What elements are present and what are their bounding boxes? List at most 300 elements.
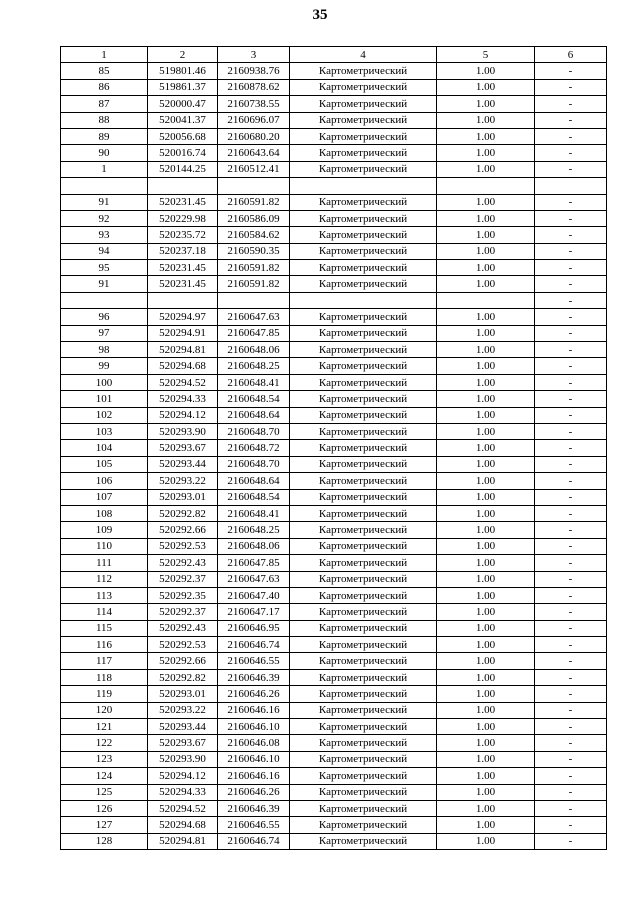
x-coordinate-cell: 520294.33	[148, 391, 218, 407]
method-cell: Картометрический	[290, 276, 437, 292]
method-cell: Картометрический	[290, 161, 437, 177]
note-cell: -	[535, 194, 607, 210]
note-cell: -	[535, 325, 607, 341]
method-cell	[290, 178, 437, 194]
accuracy-cell: 1.00	[437, 96, 535, 112]
accuracy-cell: 1.00	[437, 702, 535, 718]
method-cell: Картометрический	[290, 489, 437, 505]
accuracy-cell: 1.00	[437, 669, 535, 685]
table-row	[61, 473, 607, 489]
note-cell: -	[535, 145, 607, 161]
note-cell: -	[535, 128, 607, 144]
point-number-cell: 91	[61, 276, 148, 292]
table-row	[61, 555, 607, 571]
y-coordinate-cell: 2160648.64	[218, 473, 290, 489]
y-coordinate-cell: 2160586.09	[218, 210, 290, 226]
table-row	[61, 833, 607, 849]
accuracy-cell: 1.00	[437, 768, 535, 784]
accuracy-cell: 1.00	[437, 719, 535, 735]
x-coordinate-cell: 520294.52	[148, 800, 218, 816]
accuracy-cell: 1.00	[437, 473, 535, 489]
note-cell	[535, 178, 607, 194]
method-cell: Картометрический	[290, 555, 437, 571]
method-cell: Картометрический	[290, 96, 437, 112]
note-cell: -	[535, 407, 607, 423]
y-coordinate-cell: 2160647.40	[218, 587, 290, 603]
accuracy-cell: 1.00	[437, 342, 535, 358]
y-coordinate-cell: 2160512.41	[218, 161, 290, 177]
point-number-cell: 114	[61, 604, 148, 620]
x-coordinate-cell: 520294.12	[148, 407, 218, 423]
x-coordinate-cell: 520237.18	[148, 243, 218, 259]
y-coordinate-cell: 2160696.07	[218, 112, 290, 128]
note-cell: -	[535, 161, 607, 177]
method-cell: Картометрический	[290, 440, 437, 456]
accuracy-cell: 1.00	[437, 63, 535, 79]
y-coordinate-cell: 2160648.41	[218, 374, 290, 390]
point-number-cell	[61, 292, 148, 308]
accuracy-cell: 1.00	[437, 358, 535, 374]
note-cell: -	[535, 833, 607, 849]
point-number-cell: 116	[61, 637, 148, 653]
point-number-cell: 96	[61, 309, 148, 325]
accuracy-cell	[437, 178, 535, 194]
method-cell: Картометрический	[290, 391, 437, 407]
table-row	[61, 358, 607, 374]
table-row	[61, 751, 607, 767]
table-row	[61, 653, 607, 669]
note-cell: -	[535, 489, 607, 505]
x-coordinate-cell: 520294.97	[148, 309, 218, 325]
point-number-cell: 107	[61, 489, 148, 505]
point-number-cell: 88	[61, 112, 148, 128]
method-cell: Картометрический	[290, 817, 437, 833]
point-number-cell: 111	[61, 555, 148, 571]
table-row	[61, 587, 607, 603]
accuracy-cell: 1.00	[437, 538, 535, 554]
method-cell: Картометрический	[290, 473, 437, 489]
point-number-cell: 117	[61, 653, 148, 669]
y-coordinate-cell: 2160646.95	[218, 620, 290, 636]
table-row	[61, 686, 607, 702]
x-coordinate-cell: 520293.44	[148, 456, 218, 472]
y-coordinate-cell: 2160938.76	[218, 63, 290, 79]
page-number: 35	[312, 7, 328, 23]
y-coordinate-cell: 2160646.55	[218, 653, 290, 669]
x-coordinate-cell	[148, 292, 218, 308]
accuracy-cell: 1.00	[437, 522, 535, 538]
x-coordinate-cell	[148, 178, 218, 194]
point-number-cell: 89	[61, 128, 148, 144]
method-cell: Картометрический	[290, 374, 437, 390]
accuracy-cell: 1.00	[437, 210, 535, 226]
note-cell: -	[535, 751, 607, 767]
accuracy-cell: 1.00	[437, 325, 535, 341]
table-header-row	[61, 47, 607, 63]
method-cell: Картометрический	[290, 587, 437, 603]
table-row	[61, 768, 607, 784]
x-coordinate-cell: 520294.68	[148, 358, 218, 374]
accuracy-cell: 1.00	[437, 833, 535, 849]
note-cell: -	[535, 292, 607, 308]
point-number-cell: 118	[61, 669, 148, 685]
point-number-cell: 93	[61, 227, 148, 243]
note-cell: -	[535, 391, 607, 407]
table-row	[61, 702, 607, 718]
x-coordinate-cell: 520294.33	[148, 784, 218, 800]
x-coordinate-cell: 520292.37	[148, 604, 218, 620]
point-number-cell	[61, 178, 148, 194]
table-body	[61, 63, 607, 850]
table-row	[61, 735, 607, 751]
x-coordinate-cell: 520056.68	[148, 128, 218, 144]
note-cell: -	[535, 473, 607, 489]
x-coordinate-cell: 520293.01	[148, 686, 218, 702]
x-coordinate-cell: 520294.52	[148, 374, 218, 390]
method-cell: Картометрический	[290, 637, 437, 653]
note-cell: -	[535, 555, 607, 571]
y-coordinate-cell: 2160591.82	[218, 276, 290, 292]
note-cell: -	[535, 735, 607, 751]
note-cell: -	[535, 702, 607, 718]
accuracy-cell: 1.00	[437, 374, 535, 390]
y-coordinate-cell: 2160648.25	[218, 358, 290, 374]
accuracy-cell: 1.00	[437, 800, 535, 816]
x-coordinate-cell: 520294.91	[148, 325, 218, 341]
y-coordinate-cell: 2160648.64	[218, 407, 290, 423]
accuracy-cell: 1.00	[437, 440, 535, 456]
x-coordinate-cell: 520292.43	[148, 555, 218, 571]
note-cell: -	[535, 604, 607, 620]
table-row	[61, 374, 607, 390]
point-number-cell: 127	[61, 817, 148, 833]
x-coordinate-cell: 520000.47	[148, 96, 218, 112]
table-row	[61, 637, 607, 653]
x-coordinate-cell: 519801.46	[148, 63, 218, 79]
y-coordinate-cell: 2160646.39	[218, 800, 290, 816]
method-cell: Картометрический	[290, 358, 437, 374]
table-row	[61, 719, 607, 735]
y-coordinate-cell: 2160648.06	[218, 538, 290, 554]
x-coordinate-cell: 520292.82	[148, 669, 218, 685]
method-cell: Картометрический	[290, 79, 437, 95]
accuracy-cell: 1.00	[437, 391, 535, 407]
point-number-cell: 125	[61, 784, 148, 800]
note-cell: -	[535, 784, 607, 800]
y-coordinate-cell	[218, 178, 290, 194]
note-cell: -	[535, 243, 607, 259]
y-coordinate-cell: 2160646.74	[218, 637, 290, 653]
method-cell: Картометрический	[290, 505, 437, 521]
note-cell: -	[535, 637, 607, 653]
point-number-cell: 103	[61, 423, 148, 439]
accuracy-cell: 1.00	[437, 112, 535, 128]
method-cell: Картометрический	[290, 112, 437, 128]
method-cell: Картометрический	[290, 63, 437, 79]
accuracy-cell: 1.00	[437, 423, 535, 439]
y-coordinate-cell: 2160646.10	[218, 719, 290, 735]
accuracy-cell: 1.00	[437, 227, 535, 243]
note-cell: -	[535, 538, 607, 554]
y-coordinate-cell: 2160646.39	[218, 669, 290, 685]
note-cell: -	[535, 96, 607, 112]
y-coordinate-cell: 2160646.26	[218, 686, 290, 702]
method-cell	[290, 292, 437, 308]
table-row	[61, 456, 607, 472]
x-coordinate-cell: 520293.22	[148, 473, 218, 489]
table-row	[61, 178, 607, 194]
point-number-cell: 104	[61, 440, 148, 456]
x-coordinate-cell: 520292.66	[148, 522, 218, 538]
table-row	[61, 620, 607, 636]
accuracy-cell: 1.00	[437, 194, 535, 210]
y-coordinate-cell: 2160647.17	[218, 604, 290, 620]
x-coordinate-cell: 520229.98	[148, 210, 218, 226]
point-number-cell: 102	[61, 407, 148, 423]
accuracy-cell: 1.00	[437, 735, 535, 751]
point-number-cell: 92	[61, 210, 148, 226]
accuracy-cell: 1.00	[437, 653, 535, 669]
y-coordinate-cell: 2160584.62	[218, 227, 290, 243]
x-coordinate-cell: 520294.68	[148, 817, 218, 833]
method-cell: Картометрический	[290, 686, 437, 702]
x-coordinate-cell: 520016.74	[148, 145, 218, 161]
header-cell-x: 2	[148, 47, 218, 63]
accuracy-cell: 1.00	[437, 620, 535, 636]
y-coordinate-cell: 2160647.63	[218, 309, 290, 325]
point-number-cell: 100	[61, 374, 148, 390]
y-coordinate-cell: 2160646.55	[218, 817, 290, 833]
y-coordinate-cell: 2160648.54	[218, 391, 290, 407]
method-cell: Картометрический	[290, 423, 437, 439]
x-coordinate-cell: 520293.90	[148, 751, 218, 767]
point-number-cell: 124	[61, 768, 148, 784]
y-coordinate-cell: 2160648.70	[218, 456, 290, 472]
x-coordinate-cell: 520292.43	[148, 620, 218, 636]
coordinates-table	[60, 46, 607, 850]
method-cell: Картометрический	[290, 751, 437, 767]
method-cell: Картометрический	[290, 735, 437, 751]
method-cell: Картометрический	[290, 538, 437, 554]
method-cell: Картометрический	[290, 194, 437, 210]
table-row	[61, 817, 607, 833]
table-row	[61, 210, 607, 226]
accuracy-cell: 1.00	[437, 505, 535, 521]
table-row	[61, 112, 607, 128]
y-coordinate-cell: 2160648.06	[218, 342, 290, 358]
note-cell: -	[535, 505, 607, 521]
note-cell: -	[535, 227, 607, 243]
table-row	[61, 800, 607, 816]
accuracy-cell: 1.00	[437, 637, 535, 653]
note-cell: -	[535, 423, 607, 439]
header-cell-accuracy: 5	[437, 47, 535, 63]
table-row	[61, 145, 607, 161]
note-cell: -	[535, 374, 607, 390]
y-coordinate-cell: 2160646.16	[218, 702, 290, 718]
table-row	[61, 161, 607, 177]
note-cell: -	[535, 358, 607, 374]
point-number-cell: 98	[61, 342, 148, 358]
accuracy-cell: 1.00	[437, 309, 535, 325]
method-cell: Картометрический	[290, 128, 437, 144]
note-cell: -	[535, 112, 607, 128]
accuracy-cell: 1.00	[437, 604, 535, 620]
point-number-cell: 87	[61, 96, 148, 112]
note-cell: -	[535, 620, 607, 636]
note-cell: -	[535, 276, 607, 292]
table-row	[61, 391, 607, 407]
y-coordinate-cell: 2160590.35	[218, 243, 290, 259]
note-cell: -	[535, 79, 607, 95]
note-cell: -	[535, 260, 607, 276]
point-number-cell: 126	[61, 800, 148, 816]
method-cell: Картометрический	[290, 768, 437, 784]
y-coordinate-cell: 2160646.74	[218, 833, 290, 849]
table-row	[61, 96, 607, 112]
y-coordinate-cell: 2160647.85	[218, 325, 290, 341]
y-coordinate-cell: 2160643.64	[218, 145, 290, 161]
y-coordinate-cell: 2160648.25	[218, 522, 290, 538]
point-number-cell: 1	[61, 161, 148, 177]
x-coordinate-cell: 520292.37	[148, 571, 218, 587]
y-coordinate-cell	[218, 292, 290, 308]
point-number-cell: 120	[61, 702, 148, 718]
table-row	[61, 538, 607, 554]
method-cell: Картометрический	[290, 243, 437, 259]
y-coordinate-cell: 2160647.63	[218, 571, 290, 587]
y-coordinate-cell: 2160648.54	[218, 489, 290, 505]
x-coordinate-cell: 520293.22	[148, 702, 218, 718]
note-cell: -	[535, 342, 607, 358]
table-row	[61, 292, 607, 308]
y-coordinate-cell: 2160648.41	[218, 505, 290, 521]
table-row	[61, 784, 607, 800]
note-cell: -	[535, 440, 607, 456]
point-number-cell: 110	[61, 538, 148, 554]
table-row	[61, 63, 607, 79]
table-row	[61, 522, 607, 538]
method-cell: Картометрический	[290, 620, 437, 636]
method-cell: Картометрический	[290, 604, 437, 620]
point-number-cell: 121	[61, 719, 148, 735]
accuracy-cell: 1.00	[437, 817, 535, 833]
x-coordinate-cell: 520294.12	[148, 768, 218, 784]
header-cell-note: 6	[535, 47, 607, 63]
x-coordinate-cell: 520235.72	[148, 227, 218, 243]
x-coordinate-cell: 520292.35	[148, 587, 218, 603]
header-cell-y: 3	[218, 47, 290, 63]
method-cell: Картометрический	[290, 325, 437, 341]
table-row	[61, 79, 607, 95]
method-cell: Картометрический	[290, 800, 437, 816]
y-coordinate-cell: 2160647.85	[218, 555, 290, 571]
accuracy-cell: 1.00	[437, 260, 535, 276]
point-number-cell: 105	[61, 456, 148, 472]
x-coordinate-cell: 520144.25	[148, 161, 218, 177]
method-cell: Картометрический	[290, 702, 437, 718]
note-cell: -	[535, 571, 607, 587]
x-coordinate-cell: 520231.45	[148, 260, 218, 276]
table-row	[61, 194, 607, 210]
table-row	[61, 407, 607, 423]
note-cell: -	[535, 210, 607, 226]
point-number-cell: 91	[61, 194, 148, 210]
x-coordinate-cell: 520294.81	[148, 833, 218, 849]
method-cell: Картометрический	[290, 669, 437, 685]
method-cell: Картометрический	[290, 719, 437, 735]
y-coordinate-cell: 2160738.55	[218, 96, 290, 112]
method-cell: Картометрический	[290, 456, 437, 472]
header-cell-method: 4	[290, 47, 437, 63]
y-coordinate-cell: 2160648.70	[218, 423, 290, 439]
method-cell: Картометрический	[290, 653, 437, 669]
method-cell: Картометрический	[290, 522, 437, 538]
point-number-cell: 94	[61, 243, 148, 259]
x-coordinate-cell: 519861.37	[148, 79, 218, 95]
method-cell: Картометрический	[290, 145, 437, 161]
table-row	[61, 260, 607, 276]
note-cell: -	[535, 456, 607, 472]
table-row	[61, 489, 607, 505]
table-row	[61, 243, 607, 259]
point-number-cell: 128	[61, 833, 148, 849]
accuracy-cell: 1.00	[437, 243, 535, 259]
x-coordinate-cell: 520041.37	[148, 112, 218, 128]
y-coordinate-cell: 2160878.62	[218, 79, 290, 95]
accuracy-cell: 1.00	[437, 456, 535, 472]
table-row	[61, 423, 607, 439]
note-cell: -	[535, 63, 607, 79]
y-coordinate-cell: 2160646.26	[218, 784, 290, 800]
point-number-cell: 86	[61, 79, 148, 95]
method-cell: Картометрический	[290, 833, 437, 849]
x-coordinate-cell: 520293.67	[148, 735, 218, 751]
table-row	[61, 505, 607, 521]
header-cell-point-number: 1	[61, 47, 148, 63]
accuracy-cell: 1.00	[437, 751, 535, 767]
accuracy-cell: 1.00	[437, 489, 535, 505]
method-cell: Картометрический	[290, 210, 437, 226]
method-cell: Картометрический	[290, 227, 437, 243]
x-coordinate-cell: 520293.01	[148, 489, 218, 505]
point-number-cell: 90	[61, 145, 148, 161]
x-coordinate-cell: 520294.81	[148, 342, 218, 358]
method-cell: Картометрический	[290, 571, 437, 587]
accuracy-cell: 1.00	[437, 407, 535, 423]
point-number-cell: 123	[61, 751, 148, 767]
point-number-cell: 115	[61, 620, 148, 636]
accuracy-cell: 1.00	[437, 276, 535, 292]
point-number-cell: 95	[61, 260, 148, 276]
table-row	[61, 342, 607, 358]
accuracy-cell: 1.00	[437, 571, 535, 587]
accuracy-cell: 1.00	[437, 128, 535, 144]
note-cell: -	[535, 800, 607, 816]
table-row	[61, 227, 607, 243]
y-coordinate-cell: 2160591.82	[218, 194, 290, 210]
method-cell: Картометрический	[290, 342, 437, 358]
note-cell: -	[535, 669, 607, 685]
y-coordinate-cell: 2160646.10	[218, 751, 290, 767]
table-row	[61, 325, 607, 341]
table-row	[61, 128, 607, 144]
x-coordinate-cell: 520292.82	[148, 505, 218, 521]
point-number-cell: 106	[61, 473, 148, 489]
x-coordinate-cell: 520293.44	[148, 719, 218, 735]
note-cell: -	[535, 686, 607, 702]
point-number-cell: 101	[61, 391, 148, 407]
